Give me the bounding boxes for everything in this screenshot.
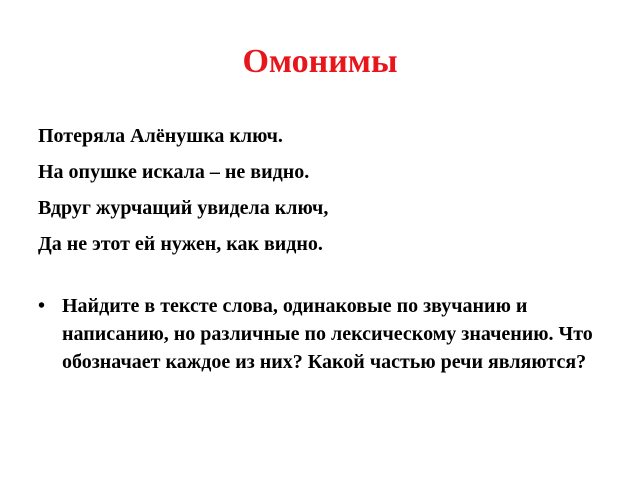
poem-line-1: Потеряла Алёнушка ключ.	[38, 125, 283, 147]
poem-line-2: На опушке искала – не видно.	[38, 161, 310, 183]
poem-line-4: Да не этот ей нужен, как видно.	[38, 233, 323, 255]
task-item	[38, 292, 608, 376]
task-list	[38, 292, 608, 376]
bullet-icon: •	[38, 295, 46, 317]
poem-line-3: Вдруг журчащий увидела ключ,	[38, 197, 329, 219]
slide-title: Омонимы	[242, 43, 398, 80]
poem	[38, 118, 618, 262]
task-text: Найдите в тексте слова, одинаковые по звучанию и написанию, но различные по лексическому значению. Что обозначает каждое из них? Какой частью речи являются?	[62, 295, 593, 373]
